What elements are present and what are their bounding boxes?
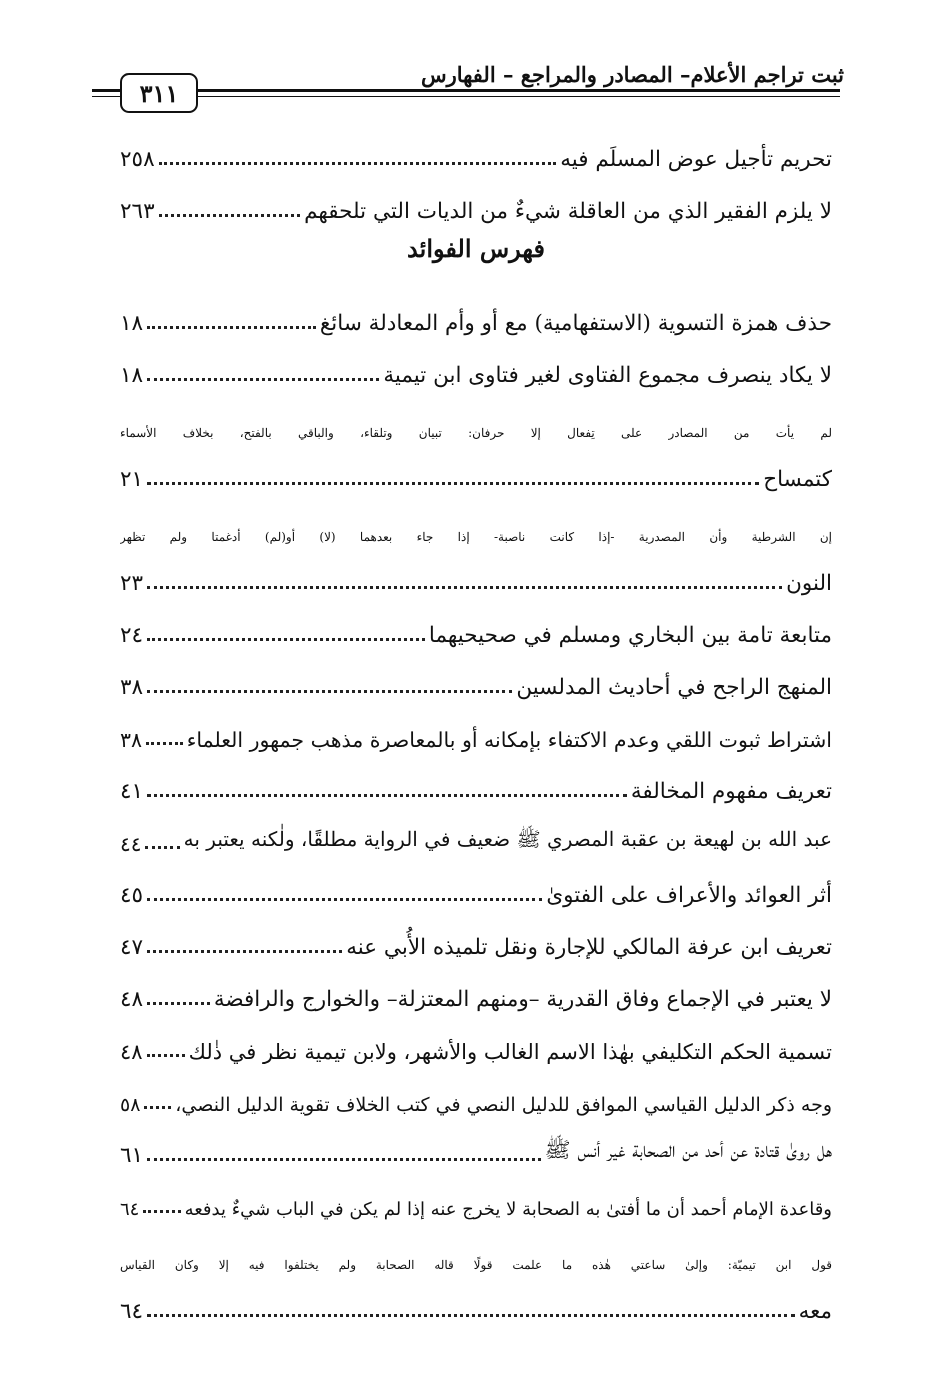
entry-text: تحريم تأجيل عوض المسلَم فيه bbox=[560, 147, 832, 172]
entry-text: لا يلزم الفقير الذي من العاقلة شيءٌ من الديات التي تلحقهم bbox=[304, 199, 832, 224]
entry-page: ٢٦٣ bbox=[120, 199, 155, 224]
entry-page: ٢٥٨ bbox=[120, 147, 155, 172]
entry-text: وجه ذكر الدليل القياسي الموافق للدليل النصي في كتب الخلاف تقوية الدليل النصي، bbox=[175, 1094, 832, 1116]
index-entry bbox=[120, 292, 832, 336]
entry-page: ١٨ bbox=[120, 363, 144, 388]
dot-leader bbox=[143, 1209, 180, 1213]
index-entry bbox=[120, 1176, 832, 1220]
index-entry bbox=[120, 760, 832, 804]
index-entry bbox=[120, 708, 832, 752]
dot-leader bbox=[147, 897, 542, 901]
entry-text: لم يأت من المصادر على تِفعال إلا حرفان: تبيان وتلقاء، والباقي بالفتح، بخلاف الأسماء bbox=[120, 426, 832, 440]
entry-page: ١٨ bbox=[120, 311, 144, 336]
entry-text: لا يكاد ينصرف مجموع الفتاوى لغير فتاوى ابن تيمية bbox=[383, 363, 832, 388]
index-entry bbox=[120, 604, 832, 648]
index-entry bbox=[120, 180, 832, 224]
entry-text: عبد الله بن لهيعة بن عقبة المصري ﷺ ضعيف في الرواية مطلقًا، ولٰكنه يعتبر به bbox=[183, 827, 832, 851]
entry-page: ٤١ bbox=[120, 779, 144, 804]
entry-text: لا يعتبر في الإجماع وفاق القدرية –ومنهم المعتزلة– والخوارج والرافضة bbox=[213, 987, 832, 1012]
entry-page: ٦٤ bbox=[120, 1199, 140, 1220]
entry-text: أثر العوائد والأعراف على الفتوىٰ bbox=[546, 883, 832, 908]
entry-page: ٢١ bbox=[120, 467, 144, 492]
entry-page: ٢٤ bbox=[120, 623, 144, 648]
dot-leader bbox=[147, 949, 342, 953]
entry-text: تعريف مفهوم المخالفة bbox=[630, 779, 832, 804]
index-entry bbox=[120, 916, 832, 960]
dot-leader bbox=[147, 637, 425, 641]
entry-text: قول ابن تيميّة: وإلىٰ ساعتي هٰذه ما علمت قولًا قاله الصحابة ولم يختلفوا فيه إلا وكان القياس bbox=[120, 1258, 832, 1272]
entry-text: تسمية الحكم التكليفي بهٰذا الاسم الغالب والأشهر، ولابن تيمية نظر في ذٰلك bbox=[188, 1040, 832, 1064]
dot-leader bbox=[147, 585, 782, 589]
running-header-title: ثبت تراجم الأعلام– المصادر والمراجع – الفهارس bbox=[420, 62, 844, 87]
dot-leader bbox=[144, 1105, 171, 1109]
entry-page: ٣٨ bbox=[120, 675, 144, 700]
entry-page: ٤٥ bbox=[120, 883, 144, 908]
index-entry-line1 bbox=[120, 1228, 832, 1272]
dot-leader bbox=[147, 325, 316, 329]
entry-text: النون bbox=[786, 571, 832, 596]
entry-page: ٦١ bbox=[120, 1143, 144, 1168]
dot-leader bbox=[147, 1053, 185, 1057]
index-entry bbox=[120, 864, 832, 908]
entry-page: ٤٧ bbox=[120, 935, 144, 960]
dot-leader bbox=[159, 161, 557, 165]
entry-page: ٥٨ bbox=[120, 1094, 141, 1116]
index-entry-line1 bbox=[120, 500, 832, 544]
header-rule bbox=[92, 89, 840, 92]
index-entry bbox=[120, 812, 832, 856]
entry-page: ٣٨ bbox=[120, 728, 143, 752]
entry-page: ٦٤ bbox=[120, 1299, 144, 1324]
index-entry-line2 bbox=[120, 552, 832, 596]
index-entry bbox=[120, 1124, 832, 1168]
dot-leader bbox=[159, 213, 300, 217]
page-number-box bbox=[120, 73, 198, 113]
index-entry-line1 bbox=[120, 396, 832, 440]
dot-leader bbox=[147, 1157, 541, 1161]
index-entry bbox=[120, 1072, 832, 1116]
index-entry bbox=[120, 344, 832, 388]
dot-leader bbox=[145, 845, 179, 849]
dot-leader bbox=[147, 793, 627, 797]
section-title: فهرس الفوائد bbox=[407, 234, 545, 263]
entry-text: كتمساح bbox=[763, 467, 832, 492]
index-entry bbox=[120, 656, 832, 700]
entry-text: حذف همزة التسوية (الاستفهامية) مع أو وأم المعادلة سائغ bbox=[319, 311, 832, 336]
entry-page: ٤٨ bbox=[120, 987, 144, 1012]
dot-leader bbox=[147, 1313, 794, 1317]
dot-leader bbox=[147, 377, 379, 381]
entry-text: تعريف ابن عرفة المالكي للإجارة ونقل تلميذه الأُبي عنه bbox=[346, 935, 832, 960]
entry-page: ٤٤ bbox=[120, 832, 142, 856]
page-number: ٣١١ bbox=[139, 78, 179, 108]
entry-text: معه bbox=[798, 1299, 832, 1324]
dot-leader bbox=[146, 741, 183, 745]
entry-text: اشتراط ثبوت اللقي وعدم الاكتفاء بإمكانه أو بالمعاصرة مذهب جمهور العلماء bbox=[186, 728, 832, 752]
index-entry bbox=[120, 128, 832, 172]
entry-text: المنهج الراجح في أحاديث المدلسين bbox=[516, 675, 832, 700]
header-rule-thin bbox=[92, 96, 840, 97]
dot-leader bbox=[147, 689, 512, 693]
entry-text: هل روىٰ قتادة عن أحد من الصحابة غير أنس ﷺ bbox=[544, 1138, 832, 1163]
index-entry-line2 bbox=[120, 448, 832, 492]
entry-text: إن الشرطية وأن المصدرية -إذا كانت ناصبة- إذا جاء بعدهما (لا) أو(لم) أدغمتا ولم تظهر bbox=[120, 530, 832, 544]
index-entry bbox=[120, 1020, 832, 1064]
entry-text: وقاعدة الإمام أحمد أن ما أفتىٰ به الصحابة لا يخرج عنه إذا لم يكن في الباب شيءٌ يدفعه bbox=[184, 1199, 832, 1220]
index-entry bbox=[120, 968, 832, 1012]
entry-page: ٢٣ bbox=[120, 571, 144, 596]
entry-page: ٤٨ bbox=[120, 1040, 143, 1064]
dot-leader bbox=[147, 481, 759, 485]
index-entry-line2 bbox=[120, 1280, 832, 1324]
dot-leader bbox=[147, 1001, 210, 1005]
entry-text: متابعة تامة بين البخاري ومسلم في صحيحيهما bbox=[428, 623, 832, 648]
